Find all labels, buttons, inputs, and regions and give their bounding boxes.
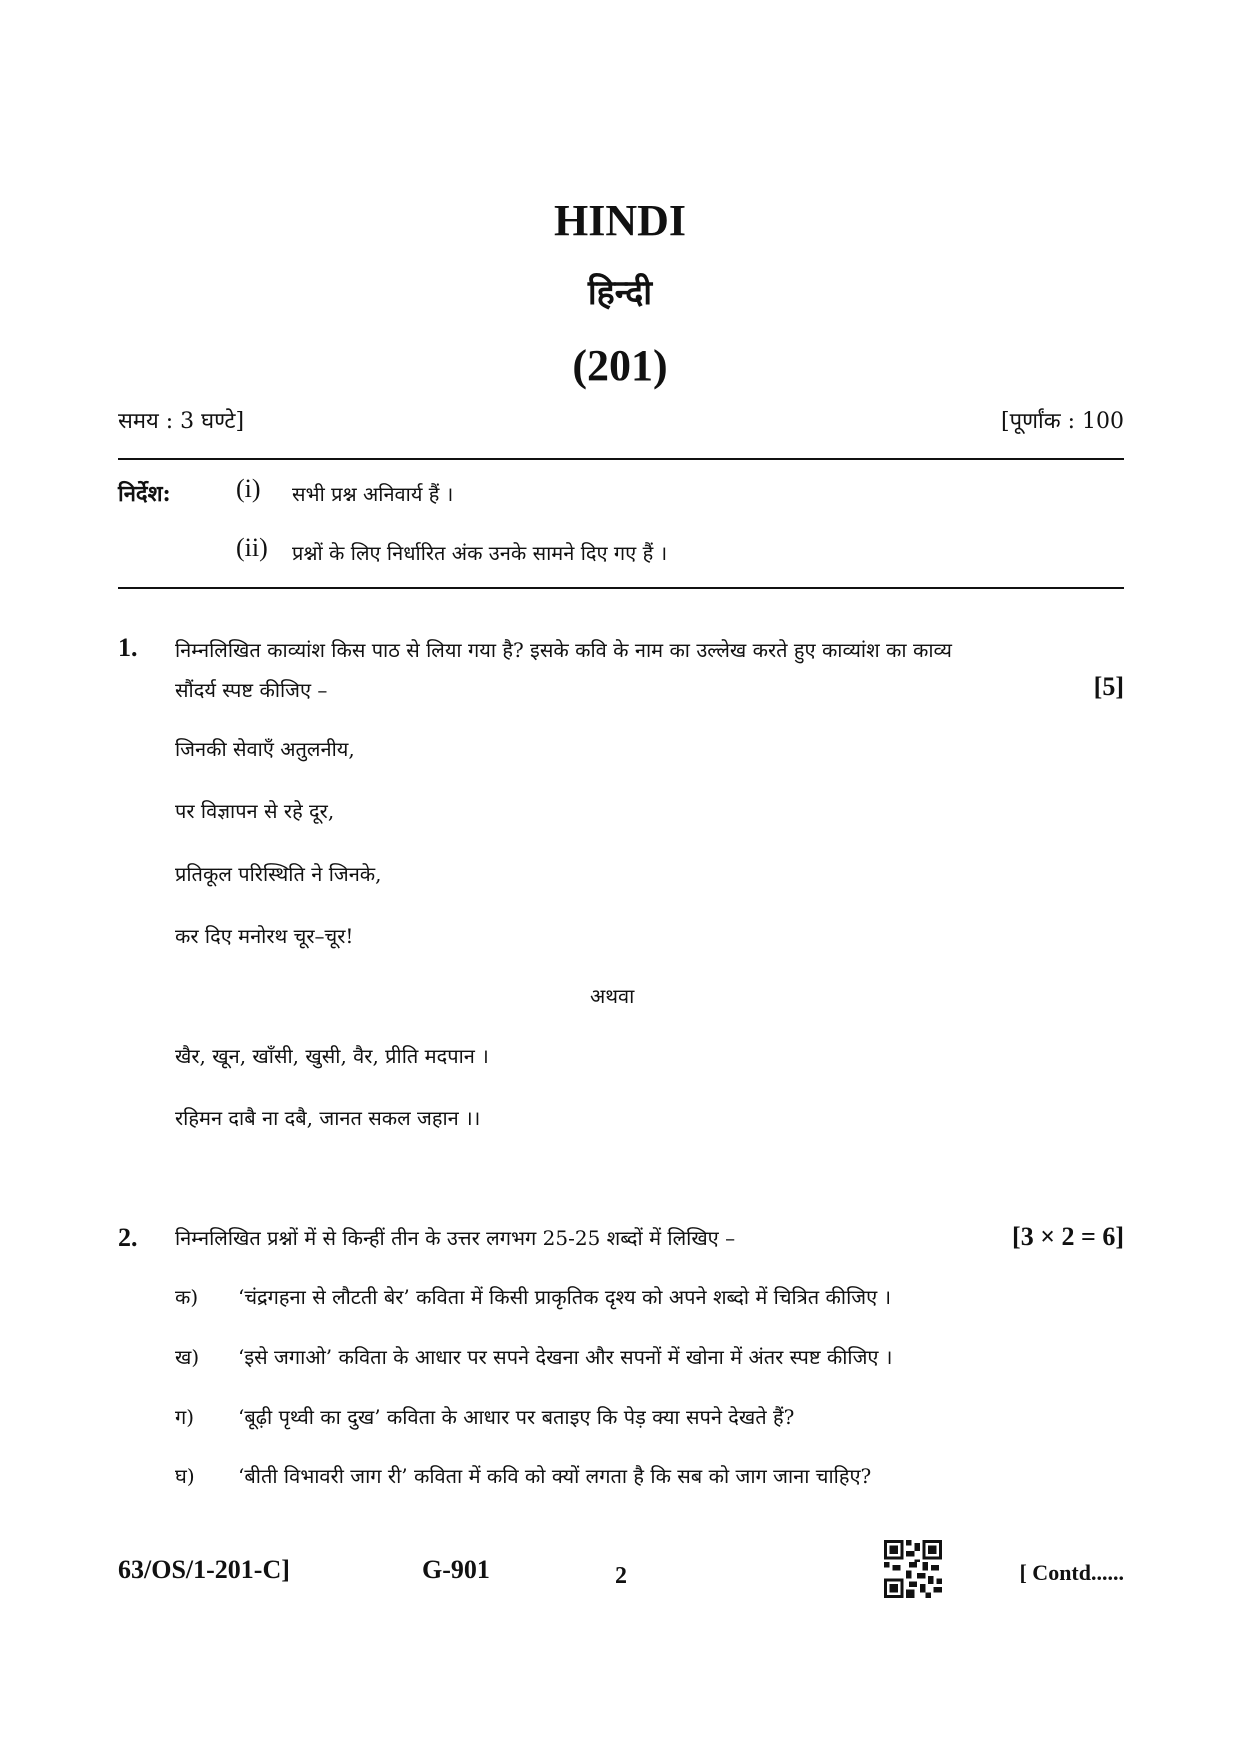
instruction-num: (i) — [236, 474, 261, 503]
continued-note: [ Contd...... — [1019, 1560, 1124, 1585]
verse-line: खैर, खून, खाँसी, खुसी, वैर, प्रीति मदपान । — [175, 1044, 489, 1068]
sub-question-text: ‘चंद्रगहना से लौटती बेर’ कविता में किसी प्राकृतिक दृश्य को अपने शब्दो में चित्रित कीजिए । — [238, 1285, 892, 1309]
page-title-hindi: हिन्दी — [587, 273, 653, 313]
question-text: निम्नलिखित प्रश्नों में से किन्हीं तीन के उत्तर लगभग 25-25 शब्दों में लिखिए – — [175, 1226, 736, 1250]
instructions-label: निर्देश: — [118, 481, 171, 507]
maximum-marks: [पूर्णांक : 100 — [1001, 409, 1124, 434]
verse-line: पर विज्ञापन से रहे दूर, — [175, 799, 335, 823]
subject-code: (201) — [572, 341, 668, 390]
instruction-num: (ii) — [236, 533, 268, 562]
page-number: 2 — [615, 1563, 627, 1589]
or-label: अथवा — [590, 984, 635, 1008]
sub-question-text: ‘बीती विभावरी जाग री’ कविता में कवि को क्यों लगता है कि सब को जाग जाना चाहिए? — [238, 1464, 872, 1488]
verse-line: कर दिए मनोरथ चूर–चूर! — [175, 924, 354, 948]
sub-question-text: ‘बूढ़ी पृथ्वी का दुख’ कविता के आधार पर बताइए कि पेड़ क्या सपने देखते हैं? — [238, 1405, 795, 1429]
divider-top — [118, 458, 1124, 460]
sub-question-text: ‘इसे जगाओ’ कविता के आधार पर सपने देखना और सपनों में खोना में अंतर स्पष्ट कीजिए । — [238, 1345, 893, 1369]
question-text: निम्नलिखित काव्यांश किस पाठ से लिया गया है? इसके कवि के नाम का उल्लेख करते हुए काव्यांश का काव्य — [175, 638, 952, 662]
series-code: G-901 — [422, 1555, 490, 1584]
verse-line: प्रतिकूल परिस्थिति ने जिनके, — [175, 862, 382, 886]
sub-question-letter: ख) — [175, 1345, 200, 1369]
sub-question-letter: ग) — [175, 1405, 195, 1429]
sub-question-letter: घ) — [175, 1464, 195, 1488]
question-text: सौंदर्य स्पष्ट कीजिए – — [175, 678, 328, 702]
question-number: 1. — [118, 633, 138, 662]
page-title: HINDI — [553, 196, 687, 245]
paper-code: 63/OS/1-201-C] — [118, 1555, 290, 1584]
divider-instructions — [118, 587, 1124, 589]
question-number: 2. — [118, 1223, 138, 1252]
instruction-text: प्रश्नों के लिए निर्धारित अंक उनके सामने दिए गए हैं । — [292, 541, 668, 565]
sub-question-letter: क) — [175, 1285, 199, 1309]
time-allowed: समय : 3 घण्टे] — [118, 409, 245, 434]
verse-line: रहिमन दाबै ना दबै, जानत सकल जहान ।। — [175, 1106, 481, 1130]
verse-line: जिनकी सेवाएँ अतुलनीय, — [175, 737, 355, 761]
question-marks: [5] — [1093, 672, 1124, 701]
question-marks: [3 × 2 = 6] — [1012, 1222, 1124, 1251]
instruction-text: सभी प्रश्न अनिवार्य हैं । — [292, 482, 454, 506]
qr-code-icon — [884, 1540, 942, 1598]
